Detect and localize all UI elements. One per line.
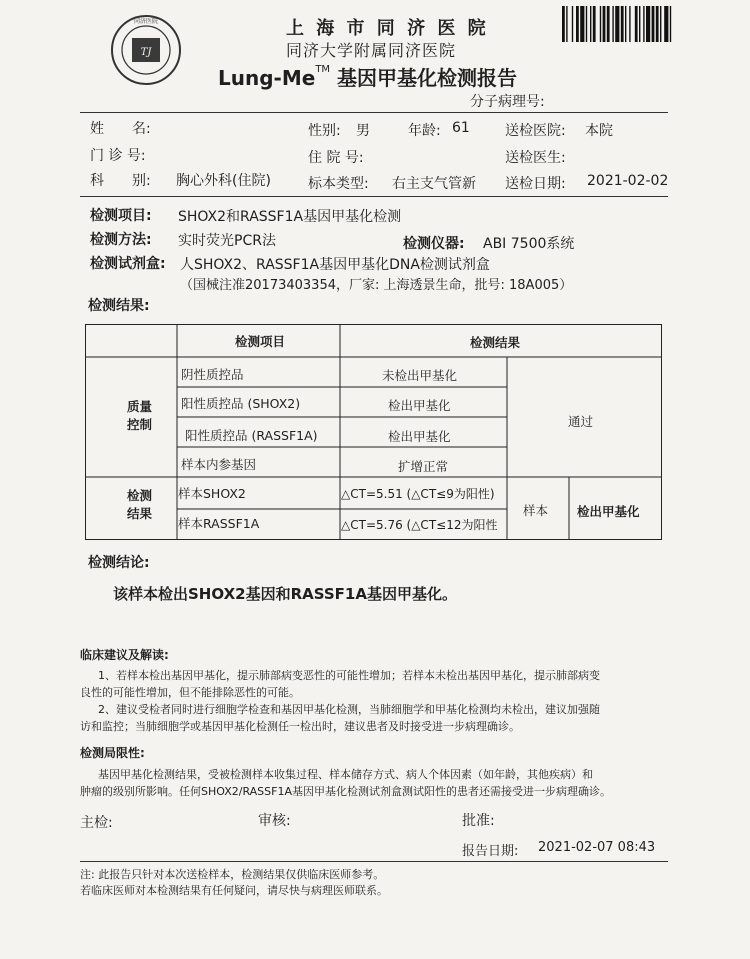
barcode-bar [664, 6, 668, 42]
examiner-label: 主检: [80, 815, 113, 831]
barcode-bar [612, 6, 613, 42]
sample-type-value: 右主支气管新 [392, 176, 476, 192]
kit-registration: （国械注准20173403354，厂家: 上海透景生命，批号: 18A005） [180, 278, 573, 293]
qc-item: 阳性质控品 (SHOX2) [181, 396, 301, 411]
advice-p1-l1: 1、若样本检出基因甲基化，提示肺部病变恶性的可能性增加；若样本未检出基因甲基化，提示肺部病变 [98, 669, 600, 682]
qc-pass: 通过 [568, 414, 594, 429]
qc-group-label: 质量 控制 [127, 399, 153, 432]
barcode [560, 6, 738, 42]
barcode-bar [615, 6, 619, 42]
doctor-label: 送检医生: [505, 150, 566, 166]
limits-l2: 肿瘤的级别所影响。任何SHOX2/RASSF1A基因甲基化检测试剂盒测试阳性的患者还需接受进一步病理确诊。 [80, 785, 611, 798]
method-value: 实时荧光PCR法 [178, 233, 276, 249]
barcode-bar [590, 6, 591, 42]
instrument-value: ABI 7500系统 [483, 236, 575, 252]
report-date-value: 2021-02-07 08:43 [538, 840, 656, 855]
dept-label: 科 别: [90, 173, 151, 189]
barcode-bar [635, 6, 638, 42]
report-date-label: 报告日期: [462, 844, 519, 859]
inpatient-label: 住 院 号: [308, 150, 364, 166]
detect-item: 样本SHOX2 [178, 486, 246, 501]
sample-result: 检出甲基化 [577, 504, 640, 519]
conclusion-label: 检测结论: [88, 555, 150, 571]
date-label: 送检日期: [505, 176, 566, 192]
table-grid [85, 324, 662, 540]
detect-result: △CT=5.76 (△CT≤12为阳性 [341, 518, 498, 532]
conclusion-text: 该样本检出SHOX2基因和RASSF1A基因甲基化。 [113, 585, 457, 603]
qc-result: 检出甲基化 [388, 429, 451, 444]
test-item-label: 检测项目: [90, 208, 152, 224]
col-header-result: 检测结果 [470, 335, 521, 350]
barcode-bar [670, 6, 671, 42]
detect-result: △CT=5.51 (△CT≤9为阳性) [341, 487, 495, 501]
limits-label: 检测局限性: [80, 746, 145, 760]
hospital-label: 送检医院: [505, 123, 566, 139]
barcode-bar [572, 6, 573, 42]
qc-item: 阳性质控品 (RASSF1A) [185, 428, 318, 443]
barcode-bar [643, 6, 644, 42]
note-1: 注: 此报告只针对本次送检样本，检测结果仅供临床医师参考。 [80, 868, 385, 881]
barcode-bar [660, 6, 661, 42]
hospital-name: 上 海 市 同 济 医 院 [286, 18, 489, 39]
results-label: 检测结果: [88, 298, 150, 314]
name-label: 姓 名: [90, 121, 151, 137]
barcode-bar [656, 6, 659, 42]
advice-p2-l2: 访和监控；当肺细胞学或基因甲基化检测任一检出时，建议患者及时接受进一步病理确诊。 [80, 720, 520, 733]
sample-type-label: 标本类型: [308, 176, 369, 192]
barcode-bar [639, 6, 640, 42]
trademark: TM [315, 64, 331, 75]
barcode-bar [562, 6, 565, 42]
barcode-bar [586, 6, 587, 42]
age-label: 年龄: [408, 123, 441, 139]
gender-label: 性别: [308, 123, 341, 139]
results-table [85, 324, 662, 540]
barcode-bar [603, 6, 606, 42]
qc-result: 检出甲基化 [388, 398, 451, 413]
report-title: Lung-Me™ 基因甲基化检测报告 [218, 64, 518, 90]
hospital-value: 本院 [585, 123, 613, 139]
logo-text: 同济医院 [133, 18, 159, 25]
method-label: 检测方法: [90, 232, 152, 248]
barcode-bar [580, 6, 584, 42]
barcode-bar [625, 6, 626, 42]
reviewer-label: 审核: [258, 813, 291, 829]
note-2: 若临床医师对本检测结果有任何疑问，请尽快与病理医师联系。 [80, 884, 388, 897]
sample-label: 样本 [523, 503, 549, 518]
advice-p1-l2: 良性的可能性增加，但不能排除恶性的可能。 [80, 686, 300, 699]
age-value: 61 [452, 120, 470, 136]
detect-item: 样本RASSF1A [178, 516, 260, 531]
barcode-bar [593, 6, 596, 42]
pathology-no-label: 分子病理号: [470, 94, 545, 110]
barcode-bar [566, 6, 567, 42]
hospital-logo [110, 14, 182, 86]
kit-label: 检测试剂盒: [90, 256, 166, 272]
qc-item: 样本内参基因 [181, 457, 257, 472]
advice-label: 临床建议及解读: [80, 648, 169, 662]
dept-value: 胸心外科(住院) [176, 173, 271, 189]
approver-label: 批准: [462, 813, 495, 829]
svg-text:TJ: TJ [140, 47, 152, 58]
col-header-item: 检测项目 [235, 334, 286, 349]
barcode-bar [576, 6, 579, 42]
limits-l1: 基因甲基化检测结果，受被检测样本收集过程、样本储存方式、病人个体因素（如年龄，其他疾病）和 [98, 768, 593, 781]
qc-result: 扩增正常 [398, 459, 449, 474]
barcode-bar [607, 6, 610, 42]
barcode-bar [629, 6, 630, 42]
instrument-label: 检测仪器: [403, 236, 465, 252]
date-value: 2021-02-02 [587, 173, 669, 189]
test-item-value: SHOX2和RASSF1A基因甲基化检测 [178, 209, 402, 225]
qc-result: 未检出甲基化 [382, 368, 458, 383]
hospital-subtitle: 同济大学附属同济医院 [286, 41, 457, 60]
barcode-bar [600, 6, 601, 42]
detect-group-label: 检测 结果 [127, 488, 153, 521]
barcode-bar [621, 6, 624, 42]
kit-value: 人SHOX2、RASSF1A基因甲基化DNA检测试剂盒 [180, 257, 490, 273]
barcode-bar [652, 6, 655, 42]
advice-p2-l1: 2、建议受检者同时进行细胞学检查和基因甲基化检测，当肺细胞学和甲基化检测均未检出，建议加强随 [98, 703, 600, 716]
barcode-bar [646, 6, 650, 42]
gender-value: 男 [356, 123, 370, 139]
qc-item: 阴性质控品 [181, 367, 244, 382]
clinic-label: 门 诊 号: [90, 148, 146, 164]
